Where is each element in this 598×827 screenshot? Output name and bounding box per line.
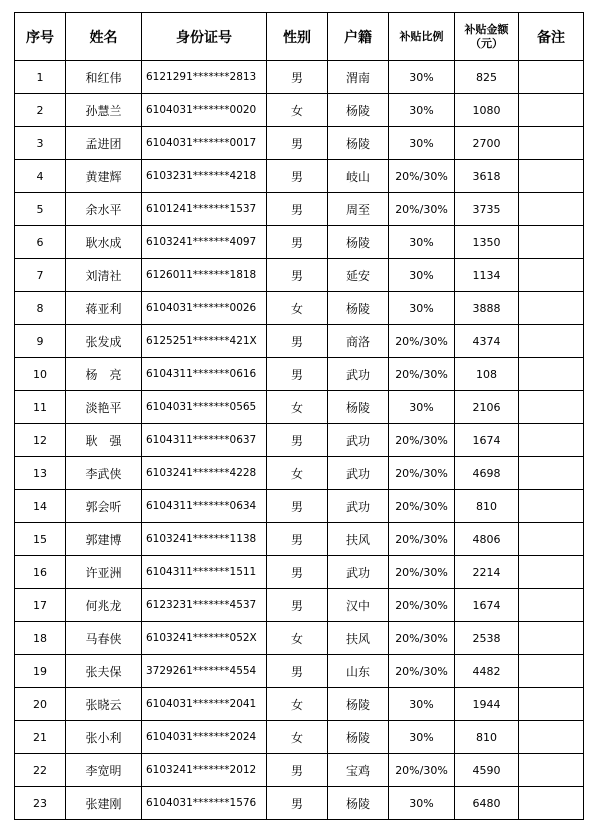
name-cell: 郭建博 [66,523,142,556]
sex-cell: 男 [267,556,328,589]
seq-cell: 11 [15,391,66,424]
table-row [15,226,584,259]
header-amount-line1: 补贴金额 [464,22,509,36]
table-row [15,424,584,457]
ratio-cell: 30% [389,292,455,325]
sex-cell: 男 [267,259,328,292]
name-cell: 黄建辉 [66,160,142,193]
name-cell: 杨 亮 [66,358,142,391]
name-cell: 张晓云 [66,688,142,721]
seq-cell: 4 [15,160,66,193]
table-row [15,127,584,160]
table-row [15,556,584,589]
sex-cell: 女 [267,721,328,754]
id-number-cell: 6104031*******0026 [142,292,267,325]
ratio-cell: 30% [389,94,455,127]
sex-cell: 男 [267,523,328,556]
ratio-cell: 20%/30% [389,589,455,622]
amount-cell: 1674 [455,589,519,622]
amount-cell: 4698 [455,457,519,490]
amount-cell: 810 [455,721,519,754]
sex-cell: 女 [267,391,328,424]
seq-cell: 19 [15,655,66,688]
seq-cell: 21 [15,721,66,754]
name-cell: 马春侠 [66,622,142,655]
sex-cell: 男 [267,424,328,457]
id-number-cell: 6103241*******1138 [142,523,267,556]
table-row [15,160,584,193]
household-cell: 武功 [328,424,389,457]
sex-cell: 女 [267,292,328,325]
sex-cell: 女 [267,688,328,721]
note-cell [519,490,584,523]
note-cell [519,523,584,556]
amount-cell: 3735 [455,193,519,226]
seq-cell: 10 [15,358,66,391]
household-cell: 扶风 [328,523,389,556]
name-cell: 李武侠 [66,457,142,490]
sex-cell: 男 [267,787,328,820]
amount-cell: 825 [455,61,519,94]
name-cell: 蒋亚利 [66,292,142,325]
note-cell [519,457,584,490]
note-cell [519,391,584,424]
name-cell: 郭会听 [66,490,142,523]
ratio-cell: 20%/30% [389,556,455,589]
seq-cell: 20 [15,688,66,721]
amount-cell: 1080 [455,94,519,127]
ratio-cell: 20%/30% [389,424,455,457]
seq-cell: 8 [15,292,66,325]
seq-cell: 12 [15,424,66,457]
name-cell: 何兆龙 [66,589,142,622]
table-row [15,688,584,721]
seq-cell: 16 [15,556,66,589]
table-row [15,292,584,325]
id-number-cell: 6104031*******0017 [142,127,267,160]
id-number-cell: 6104031*******1576 [142,787,267,820]
name-cell: 张建刚 [66,787,142,820]
note-cell [519,259,584,292]
household-cell: 武功 [328,556,389,589]
note-cell [519,655,584,688]
note-cell [519,193,584,226]
seq-cell: 18 [15,622,66,655]
amount-cell: 3888 [455,292,519,325]
amount-cell: 2700 [455,127,519,160]
table-row [15,754,584,787]
sex-cell: 男 [267,226,328,259]
subsidy-table [14,12,584,820]
name-cell: 耿水成 [66,226,142,259]
table-row [15,94,584,127]
id-number-cell: 6103231*******4218 [142,160,267,193]
sex-cell: 男 [267,589,328,622]
note-cell [519,754,584,787]
ratio-cell: 20%/30% [389,754,455,787]
header-row [15,13,584,61]
table-row [15,358,584,391]
amount-cell: 1944 [455,688,519,721]
sex-cell: 男 [267,160,328,193]
id-number-cell: 6104311*******1511 [142,556,267,589]
ratio-cell: 20%/30% [389,457,455,490]
name-cell: 张发成 [66,325,142,358]
amount-cell: 2538 [455,622,519,655]
header-id: 身份证号 [142,13,267,61]
id-number-cell: 6101241*******1537 [142,193,267,226]
note-cell [519,292,584,325]
seq-cell: 7 [15,259,66,292]
household-cell: 汉中 [328,589,389,622]
sex-cell: 男 [267,61,328,94]
seq-cell: 22 [15,754,66,787]
table-row [15,61,584,94]
name-cell: 刘清社 [66,259,142,292]
name-cell: 张夫保 [66,655,142,688]
name-cell: 李宽明 [66,754,142,787]
amount-cell: 1674 [455,424,519,457]
household-cell: 武功 [328,358,389,391]
table-row [15,622,584,655]
household-cell: 山东 [328,655,389,688]
note-cell [519,787,584,820]
seq-cell: 6 [15,226,66,259]
amount-cell: 810 [455,490,519,523]
ratio-cell: 30% [389,391,455,424]
seq-cell: 5 [15,193,66,226]
table-row [15,589,584,622]
ratio-cell: 20%/30% [389,160,455,193]
table-row [15,391,584,424]
note-cell [519,622,584,655]
sex-cell: 男 [267,490,328,523]
amount-cell: 2106 [455,391,519,424]
sex-cell: 男 [267,193,328,226]
ratio-cell: 30% [389,127,455,160]
amount-cell: 4482 [455,655,519,688]
seq-cell: 3 [15,127,66,160]
seq-cell: 14 [15,490,66,523]
id-number-cell: 6103241*******2012 [142,754,267,787]
header-ratio: 补贴比例 [389,13,455,61]
note-cell [519,589,584,622]
household-cell: 宝鸡 [328,754,389,787]
note-cell [519,61,584,94]
seq-cell: 13 [15,457,66,490]
household-cell: 武功 [328,457,389,490]
table-row [15,490,584,523]
seq-cell: 1 [15,61,66,94]
household-cell: 杨陵 [328,94,389,127]
id-number-cell: 6104311*******0634 [142,490,267,523]
id-number-cell: 6104311*******0616 [142,358,267,391]
amount-cell: 4806 [455,523,519,556]
id-number-cell: 6125251*******421X [142,325,267,358]
household-cell: 杨陵 [328,226,389,259]
amount-cell: 2214 [455,556,519,589]
name-cell: 余水平 [66,193,142,226]
sex-cell: 男 [267,325,328,358]
household-cell: 周至 [328,193,389,226]
amount-cell: 1350 [455,226,519,259]
household-cell: 杨陵 [328,721,389,754]
table-row [15,721,584,754]
amount-cell: 4374 [455,325,519,358]
note-cell [519,160,584,193]
note-cell [519,226,584,259]
name-cell: 张小利 [66,721,142,754]
header-seq: 序号 [15,13,66,61]
id-number-cell: 6104031*******0020 [142,94,267,127]
ratio-cell: 30% [389,787,455,820]
household-cell: 武功 [328,490,389,523]
name-cell: 孟进团 [66,127,142,160]
note-cell [519,94,584,127]
table-row [15,655,584,688]
ratio-cell: 20%/30% [389,358,455,391]
header-place: 户籍 [328,13,389,61]
seq-cell: 17 [15,589,66,622]
name-cell: 淡艳平 [66,391,142,424]
ratio-cell: 20%/30% [389,490,455,523]
id-number-cell: 6103241*******4228 [142,457,267,490]
header-amount-line2: （元） [470,36,503,50]
id-number-cell: 6104311*******0637 [142,424,267,457]
household-cell: 杨陵 [328,688,389,721]
amount-cell: 6480 [455,787,519,820]
id-number-cell: 6123231*******4537 [142,589,267,622]
name-cell: 孙慧兰 [66,94,142,127]
seq-cell: 9 [15,325,66,358]
note-cell [519,325,584,358]
name-cell: 和红伟 [66,61,142,94]
note-cell [519,556,584,589]
table-body [15,61,584,820]
household-cell: 商洛 [328,325,389,358]
amount-cell: 108 [455,358,519,391]
ratio-cell: 20%/30% [389,193,455,226]
ratio-cell: 30% [389,688,455,721]
id-number-cell: 6104031*******2024 [142,721,267,754]
sex-cell: 女 [267,457,328,490]
household-cell: 杨陵 [328,292,389,325]
note-cell [519,688,584,721]
household-cell: 杨陵 [328,787,389,820]
table-row [15,259,584,292]
household-cell: 杨陵 [328,391,389,424]
sex-cell: 男 [267,127,328,160]
id-number-cell: 6103241*******052X [142,622,267,655]
id-number-cell: 6104031*******2041 [142,688,267,721]
id-number-cell: 6103241*******4097 [142,226,267,259]
sex-cell: 女 [267,622,328,655]
ratio-cell: 20%/30% [389,622,455,655]
id-number-cell: 3729261*******4554 [142,655,267,688]
ratio-cell: 30% [389,226,455,259]
sex-cell: 男 [267,754,328,787]
note-cell [519,127,584,160]
header-note: 备注 [519,13,584,61]
amount-cell: 3618 [455,160,519,193]
id-number-cell: 6126011*******1818 [142,259,267,292]
household-cell: 扶风 [328,622,389,655]
header-sex: 性别 [267,13,328,61]
seq-cell: 23 [15,787,66,820]
household-cell: 岐山 [328,160,389,193]
amount-cell: 1134 [455,259,519,292]
id-number-cell: 6104031*******0565 [142,391,267,424]
ratio-cell: 30% [389,721,455,754]
id-number-cell: 6121291*******2813 [142,61,267,94]
sex-cell: 男 [267,358,328,391]
household-cell: 杨陵 [328,127,389,160]
note-cell [519,358,584,391]
table-row [15,523,584,556]
header-name: 姓名 [66,13,142,61]
table-row [15,787,584,820]
ratio-cell: 20%/30% [389,655,455,688]
seq-cell: 15 [15,523,66,556]
table-row [15,193,584,226]
note-cell [519,721,584,754]
name-cell: 耿 强 [66,424,142,457]
note-cell [519,424,584,457]
amount-cell: 4590 [455,754,519,787]
seq-cell: 2 [15,94,66,127]
sex-cell: 男 [267,655,328,688]
ratio-cell: 30% [389,259,455,292]
table-row [15,325,584,358]
name-cell: 许亚洲 [66,556,142,589]
ratio-cell: 30% [389,61,455,94]
sex-cell: 女 [267,94,328,127]
household-cell: 渭南 [328,61,389,94]
household-cell: 延安 [328,259,389,292]
table-row [15,457,584,490]
ratio-cell: 20%/30% [389,325,455,358]
header-amount [455,13,519,61]
ratio-cell: 20%/30% [389,523,455,556]
